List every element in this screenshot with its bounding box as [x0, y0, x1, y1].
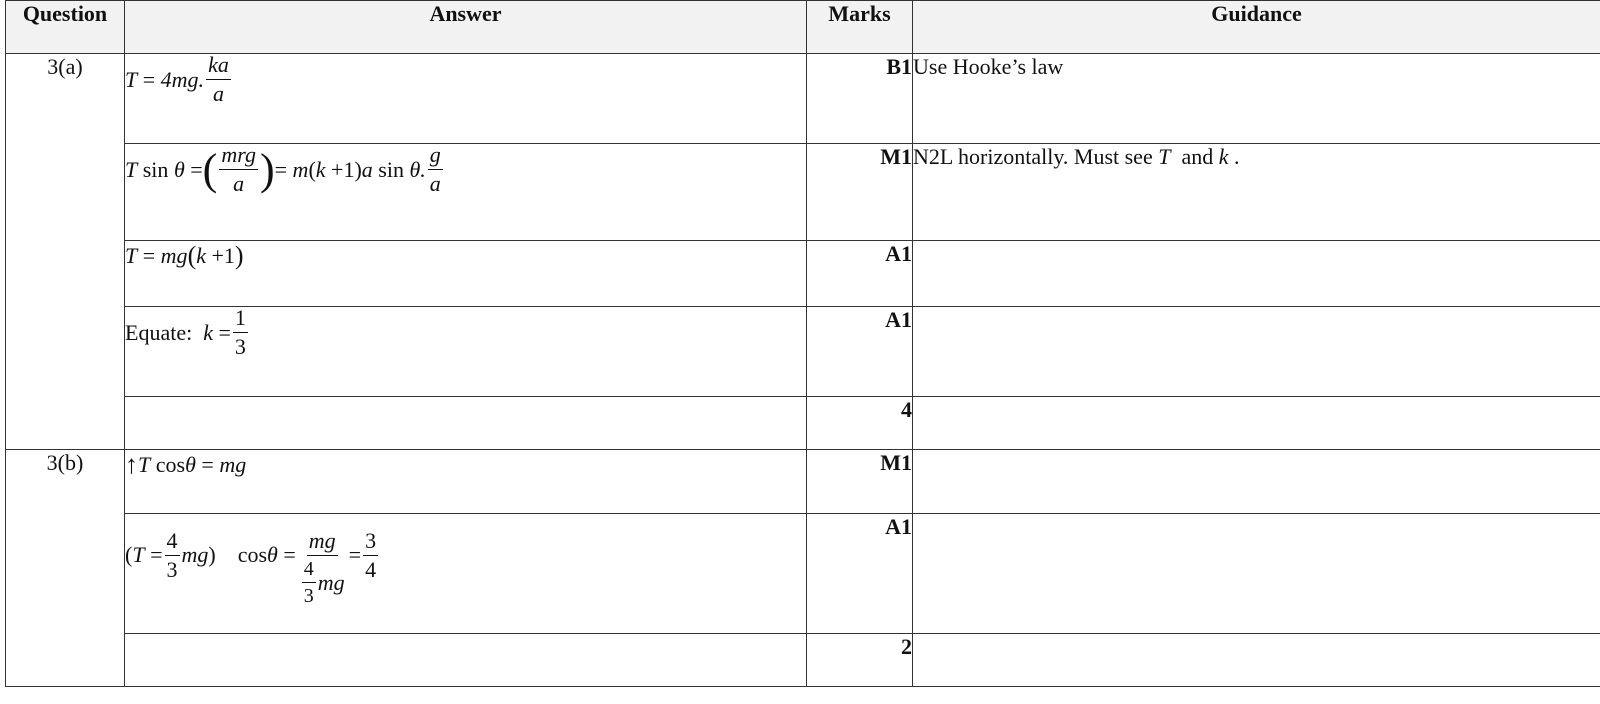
fraction — [298, 530, 347, 606]
fraction-denominator: a — [233, 171, 245, 196]
mark-cell: A1 — [807, 307, 913, 397]
header-question: Question — [6, 1, 125, 54]
math-symbol: = — [142, 243, 156, 268]
math-symbol: T — [125, 66, 138, 92]
math-symbol: m — [292, 156, 309, 182]
answer-cell — [125, 397, 807, 450]
math-symbol: cos — [237, 542, 268, 567]
mark-cell: B1 — [807, 54, 913, 144]
header-row — [6, 1, 1600, 54]
left-paren: ( — [202, 144, 218, 194]
fraction — [233, 307, 248, 358]
math-symbol: sin — [142, 156, 169, 182]
guidance-text: N2L horizontally. Must see — [913, 144, 1153, 169]
math-symbol: θ — [267, 542, 278, 567]
table-row — [6, 241, 1600, 307]
fraction-numerator: mrg — [219, 144, 258, 170]
math-symbol: sin — [378, 156, 404, 182]
fraction-numerator: ka — [206, 54, 231, 80]
fraction-numerator: 4 — [165, 530, 180, 556]
fraction-numerator: 1 — [233, 307, 248, 333]
math-symbol: 4mg. — [160, 66, 205, 92]
mark-scheme-table — [5, 0, 1600, 687]
table-row — [6, 450, 1600, 514]
inner-fraction — [302, 559, 316, 606]
left-paren: ( — [187, 241, 197, 270]
table-row — [6, 307, 1600, 397]
fraction-denominator: 3 — [166, 557, 178, 582]
right-paren: ) — [234, 241, 244, 270]
fraction-denominator: a — [212, 81, 224, 106]
math-symbol: ( — [125, 542, 133, 567]
header-guidance: Guidance — [913, 1, 1600, 54]
math-symbol: θ — [173, 156, 185, 182]
header-answer: Answer — [125, 1, 807, 54]
fraction-numerator: mg — [307, 530, 338, 556]
math-symbol: +1 — [211, 243, 235, 268]
fraction-numerator: g — [428, 144, 443, 170]
total-marks-3a: 4 — [807, 397, 913, 450]
fraction-numerator: 3 — [363, 530, 378, 556]
answer-cell — [125, 241, 807, 307]
guidance-cell — [913, 514, 1600, 634]
header-marks: Marks — [807, 1, 913, 54]
math-symbol: = — [218, 319, 231, 345]
question-label-3b: 3(b) — [6, 450, 125, 687]
table-row — [6, 397, 1600, 450]
fraction-denominator: a — [429, 171, 441, 196]
total-marks-3b: 2 — [807, 634, 913, 687]
math-symbol: mg — [181, 542, 209, 567]
math-symbol: a — [361, 156, 373, 182]
math-symbol: T — [1158, 144, 1171, 169]
math-symbol: = — [150, 542, 163, 567]
math-symbol: ) — [208, 542, 216, 567]
math-symbol: = — [201, 452, 214, 477]
equate-label: Equate: — [125, 319, 193, 345]
answer-cell — [125, 514, 807, 634]
question-label-3a: 3(a) — [6, 54, 125, 450]
table-row — [6, 54, 1600, 144]
guidance-cell — [913, 241, 1600, 307]
math-symbol: +1 — [331, 156, 355, 182]
math-symbol: = — [142, 66, 156, 92]
guidance-text: . — [1234, 144, 1240, 169]
answer-cell — [125, 307, 807, 397]
right-paren: ) — [354, 156, 362, 182]
math-symbol: k — [315, 156, 326, 182]
fraction-numerator: 4 — [302, 559, 316, 583]
left-paren: ( — [308, 156, 316, 182]
math-symbol: θ — [185, 452, 196, 477]
guidance-cell — [913, 397, 1600, 450]
answer-cell — [125, 634, 807, 687]
table-row — [6, 634, 1600, 687]
math-symbol: T — [132, 542, 145, 567]
fraction-denominator: 3 — [303, 585, 314, 607]
math-symbol: k — [203, 319, 213, 345]
fraction — [363, 530, 378, 581]
mark-cell: A1 — [807, 241, 913, 307]
fraction — [165, 530, 180, 581]
math-symbol: θ. — [409, 156, 426, 182]
math-symbol: T — [125, 156, 138, 182]
mark-cell: M1 — [807, 144, 913, 241]
guidance-cell — [913, 307, 1600, 397]
fraction-denominator: 4 — [365, 557, 377, 582]
math-symbol: cos — [155, 452, 186, 477]
answer-cell — [125, 450, 807, 514]
math-symbol: k — [1218, 144, 1229, 169]
table-row — [6, 514, 1600, 634]
math-symbol: = — [348, 542, 362, 567]
math-symbol: mg — [317, 569, 345, 595]
fraction — [206, 54, 231, 105]
mark-cell: A1 — [807, 514, 913, 634]
answer-cell — [125, 144, 807, 241]
answer-cell — [125, 54, 807, 144]
guidance-text: and — [1181, 144, 1214, 169]
guidance-cell — [913, 450, 1600, 514]
math-symbol: T — [138, 452, 151, 477]
math-symbol: mg — [219, 452, 247, 477]
table-row — [6, 144, 1600, 241]
math-symbol: = — [190, 156, 203, 182]
mark-cell: M1 — [807, 450, 913, 514]
math-symbol: = — [274, 156, 288, 182]
fraction-denominator: 3 — [234, 334, 246, 359]
fraction — [219, 144, 258, 195]
math-symbol: = — [283, 542, 296, 567]
up-arrow-icon: ↑ — [125, 450, 138, 479]
math-symbol: k — [196, 243, 206, 268]
fraction — [428, 144, 443, 195]
math-symbol: T — [125, 243, 138, 268]
math-symbol: mg — [160, 243, 188, 268]
guidance-cell: Use Hooke’s law — [913, 54, 1600, 144]
right-paren: ) — [259, 144, 275, 194]
guidance-cell — [913, 634, 1600, 687]
fraction-denominator — [298, 556, 347, 606]
guidance-cell — [913, 144, 1600, 241]
